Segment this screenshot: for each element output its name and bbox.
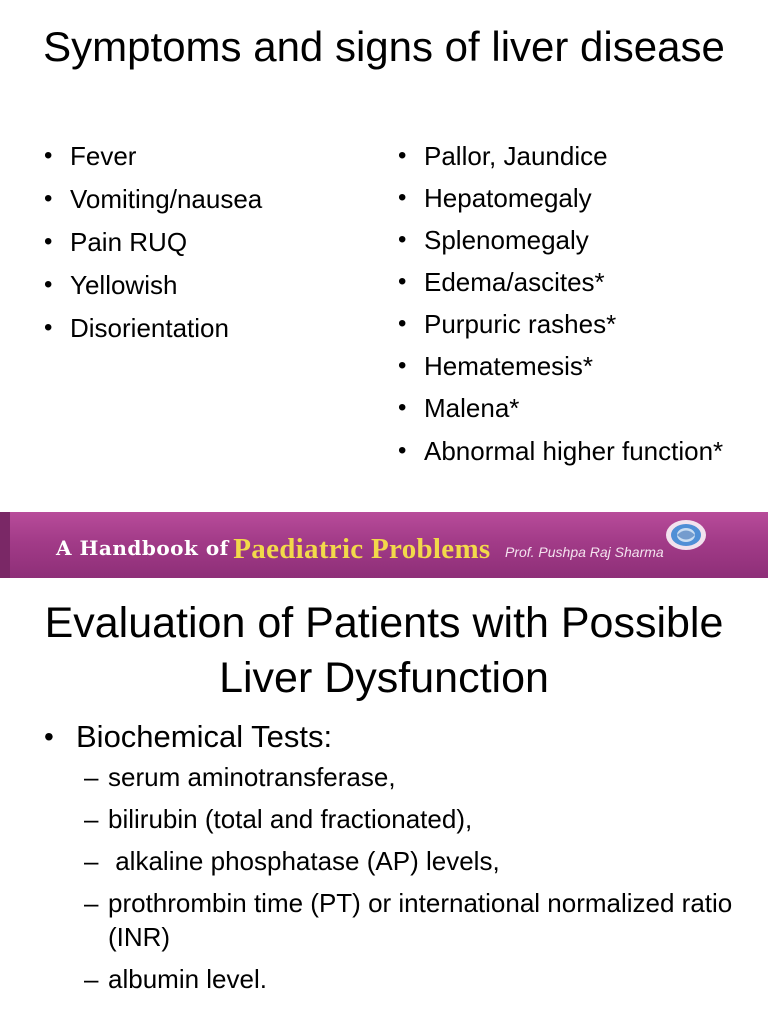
dash-marker: – — [84, 846, 99, 876]
test-label: serum aminotransferase, — [108, 762, 396, 792]
list-item: • Edema/ascites* — [392, 266, 732, 298]
test-label: albumin level. — [108, 964, 267, 994]
dash-marker: – — [84, 804, 99, 834]
banner-text — [56, 530, 664, 563]
list-item: • Vomiting/nausea — [38, 183, 368, 215]
test-label: prothrombin time (PT) or international normalized ratio (INR) — [108, 888, 733, 952]
list-item — [76, 886, 738, 954]
list-item: • Hematemesis* — [392, 350, 732, 382]
slide-title: Evaluation of Patients with Possible Liver Dysfunction — [44, 599, 724, 702]
dash-marker: – — [84, 964, 99, 994]
slide-title: Symptoms and signs of liver disease — [43, 23, 725, 70]
list-item: • Hepatomegaly — [392, 182, 732, 214]
book-spine-banner — [0, 512, 768, 578]
main-bullet-label: Biochemical Tests: — [76, 719, 333, 754]
banner-prefix: A Handbook of — [56, 536, 229, 560]
list-item — [38, 718, 738, 996]
test-label: bilirubin (total and fractionated), — [108, 804, 473, 834]
list-item: • Fever — [38, 140, 368, 172]
tests-list — [76, 760, 738, 996]
dash-marker: – — [84, 762, 99, 792]
list-item: • Pain RUQ — [38, 226, 368, 258]
signs-list — [392, 140, 732, 478]
symptoms-list — [38, 140, 368, 355]
list-item: • Disorientation — [38, 312, 368, 344]
list-item — [76, 760, 738, 794]
list-item: • Abnormal higher function* — [392, 434, 732, 468]
book-author: Prof. Pushpa Raj Sharma — [504, 544, 664, 560]
evaluation-list — [38, 718, 738, 1004]
list-item: • Splenomegaly — [392, 224, 732, 256]
list-item: • Yellowish — [38, 269, 368, 301]
list-item: • Malena* — [392, 392, 732, 424]
book-title: Paediatric Problems — [233, 533, 491, 565]
publisher-emblem-icon — [664, 518, 708, 552]
test-label: alkaline phosphatase (AP) levels, — [108, 846, 500, 876]
list-item — [76, 802, 738, 836]
dash-marker: – — [84, 888, 99, 918]
slide-liver-evaluation — [0, 578, 768, 1024]
list-item: • Purpuric rashes* — [392, 308, 732, 340]
banner-edge — [0, 512, 10, 578]
list-item — [76, 962, 738, 996]
list-item — [76, 844, 738, 878]
list-item: • Pallor, Jaundice — [392, 140, 732, 172]
